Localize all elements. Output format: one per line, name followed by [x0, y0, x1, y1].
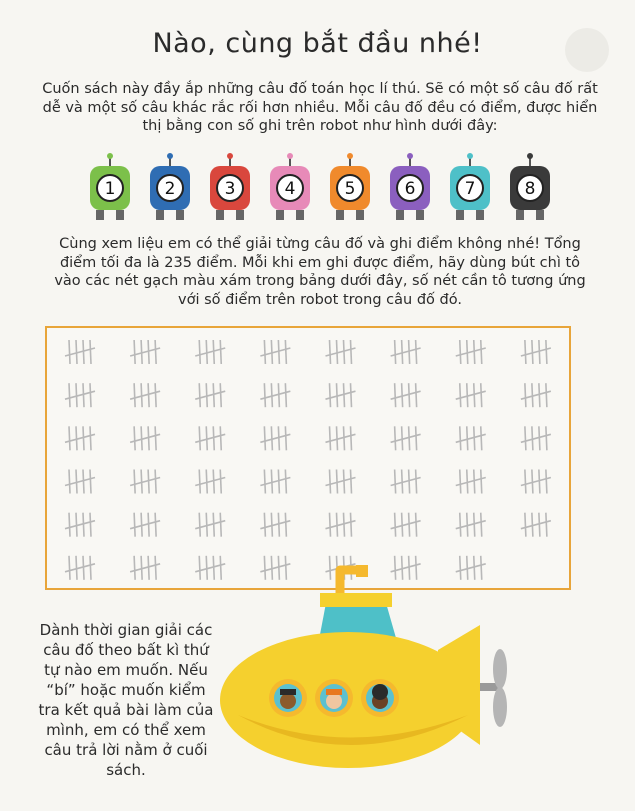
porthole-2 [315, 679, 353, 717]
porthole-1 [269, 679, 307, 717]
robot-number: 8 [524, 179, 536, 199]
page-title: Nào, cùng bắt đầu nhé! [152, 28, 483, 59]
robot-2 [150, 153, 190, 220]
robot-number: 7 [464, 179, 476, 199]
tally-group [195, 340, 225, 364]
robot-number: 5 [344, 179, 356, 199]
tally-group [391, 383, 421, 407]
tally-group [65, 470, 95, 494]
tally-group [130, 470, 160, 494]
intro-paragraph: Cuốn sách này đầy ắp những câu đố toán học lí thú. Sẽ có một số câu đố rất dễ và một số câu khác rắc rối hơn nhiều. Mỗi câu đố đều có điểm, được hiển thị bằng con số ghi trên robot như hình dưới đây: [42, 81, 598, 134]
score-paragraph: Cùng xem liệu em có thể giải từng câu đố và ghi điểm không nhé! Tổng điểm tối đa là 235 điểm. Mỗi khi em ghi được điểm, hãy dùng bút chì tô vào các nét gạch màu xám trong bảng dưới đây, số nét cần tô tương ứng với số điểm trên robot trong câu đố đó. [54, 236, 586, 308]
tally-group [65, 513, 95, 537]
robot-row [80, 152, 560, 224]
tally-group [65, 556, 95, 580]
robot-1 [90, 153, 130, 220]
tally-group [326, 470, 356, 494]
robot-number: 3 [224, 179, 236, 199]
tally-group [65, 426, 95, 450]
tally-group [326, 426, 356, 450]
tally-group [521, 340, 551, 364]
tally-group [456, 513, 486, 537]
tally-group [130, 513, 160, 537]
robot-number: 1 [104, 179, 116, 199]
tally-group [326, 383, 356, 407]
tally-group [195, 426, 225, 450]
tally-group [260, 513, 290, 537]
robot-7 [450, 153, 490, 220]
tally-group [260, 426, 290, 450]
robot-5 [330, 153, 370, 220]
tally-group [521, 383, 551, 407]
tally-group [521, 470, 551, 494]
robot-8 [510, 153, 550, 220]
tally-group [130, 426, 160, 450]
tally-group [195, 383, 225, 407]
tally-group [130, 340, 160, 364]
tally-group [456, 426, 486, 450]
tally-group [456, 340, 486, 364]
tally-group [130, 383, 160, 407]
tally-group [391, 340, 421, 364]
tally-group [65, 340, 95, 364]
tally-group [260, 340, 290, 364]
robot-4 [270, 153, 310, 220]
submarine-illustration [218, 565, 518, 800]
tally-group [456, 470, 486, 494]
tally-group [521, 513, 551, 537]
tally-group [260, 383, 290, 407]
tally-group [130, 556, 160, 580]
robot-3 [210, 153, 250, 220]
tally-group [260, 470, 290, 494]
tally-group [391, 470, 421, 494]
tally-group [391, 426, 421, 450]
tally-group [195, 513, 225, 537]
robot-number: 4 [284, 179, 296, 199]
robot-6 [390, 153, 430, 220]
tally-group [521, 426, 551, 450]
tally-group [326, 340, 356, 364]
tally-group [326, 513, 356, 537]
porthole-3 [361, 679, 399, 717]
tally-group [195, 470, 225, 494]
side-instructions: Dành thời gian giải các câu đố theo bất kì thứ tự nào em muốn. Nếu “bí” hoặc muốn kiểm tra kết quả bài làm của mình, em có thể xem câu trả lời nằm ở cuối sách. [38, 621, 214, 779]
tally-group [65, 383, 95, 407]
tally-group [391, 513, 421, 537]
robot-number: 6 [404, 179, 416, 199]
tally-group [456, 383, 486, 407]
robot-number: 2 [164, 179, 176, 199]
tally-grid [45, 326, 571, 590]
